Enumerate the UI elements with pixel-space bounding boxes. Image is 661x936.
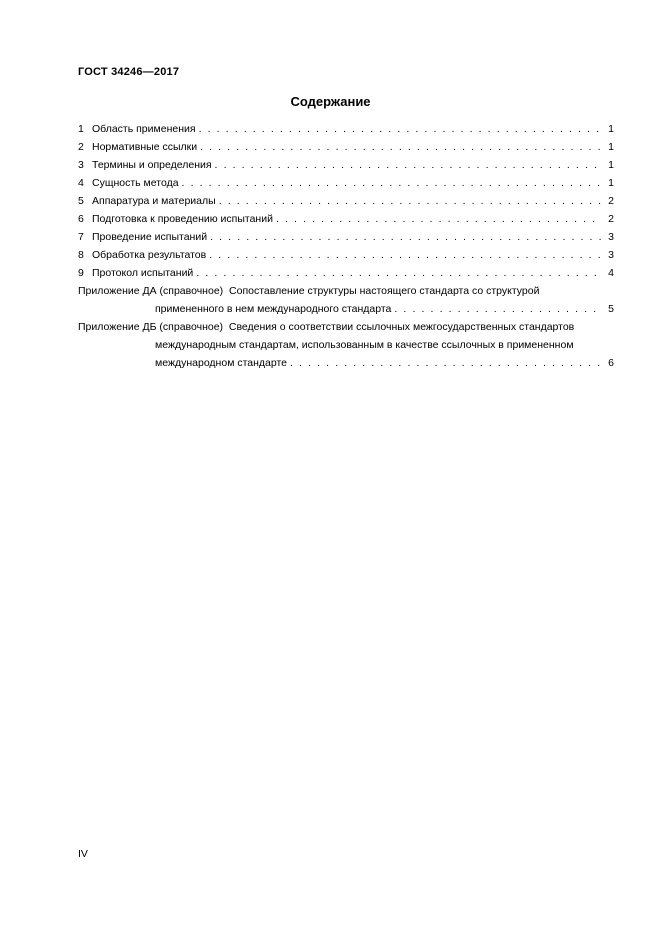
- toc-item-page: 1: [602, 138, 614, 156]
- toc-appendix-db[interactable]: [78, 318, 614, 372]
- toc-leader-dots: [276, 210, 602, 228]
- toc-item-number: 5: [78, 195, 84, 207]
- toc-item-page: 1: [602, 120, 614, 138]
- toc-item-6[interactable]: [78, 210, 614, 228]
- toc-item-number: 6: [78, 213, 84, 225]
- toc-item-label: Аппаратура и материалы: [92, 192, 219, 210]
- toc-item-1[interactable]: [78, 120, 614, 138]
- toc-item-number: 7: [78, 231, 84, 243]
- toc-item-page: 4: [602, 264, 614, 282]
- appendix-da-page: 5: [602, 300, 614, 318]
- document-header: ГОСТ 34246—2017: [78, 66, 180, 78]
- toc-appendix-da[interactable]: [78, 282, 614, 318]
- toc-item-label: Область применения: [92, 120, 199, 138]
- toc-item-label: Подготовка к проведению испытаний: [92, 210, 276, 228]
- toc-item-number: 3: [78, 159, 84, 171]
- toc-item-2[interactable]: [78, 138, 614, 156]
- toc-item-3[interactable]: [78, 156, 614, 174]
- toc-item-8[interactable]: [78, 246, 614, 264]
- toc-item-number: 4: [78, 177, 84, 189]
- toc-item-number: 1: [78, 123, 84, 135]
- toc-leader-dots: [196, 264, 602, 282]
- toc-item-page: 2: [602, 192, 614, 210]
- appendix-db-prefix: Приложение ДБ (справочное): [78, 321, 224, 333]
- toc-leader-dots: [219, 192, 602, 210]
- toc-item-9[interactable]: [78, 264, 614, 282]
- toc-item-number: 8: [78, 249, 84, 261]
- toc-item-label: Обработка результатов: [92, 246, 209, 264]
- toc-item-page: 1: [602, 174, 614, 192]
- toc-item-page: 3: [602, 228, 614, 246]
- appendix-db-title-line2: международным стандартам, использованным в качестве ссылочных в примененном: [155, 339, 574, 351]
- toc-leader-dots: [182, 174, 602, 192]
- toc-item-label: Сущность метода: [92, 174, 182, 192]
- toc-leader-dots: [210, 228, 602, 246]
- toc-leader-dots: [200, 138, 602, 156]
- toc-item-4[interactable]: [78, 174, 614, 192]
- toc-leader-dots: [199, 120, 602, 138]
- appendix-da-title-line2: примененного в нем международного стандарта: [155, 300, 394, 318]
- toc-item-page: 2: [602, 210, 614, 228]
- appendix-da-title-line1: Сопоставление структуры настоящего стандарта со структурой: [229, 285, 540, 297]
- toc-item-5[interactable]: [78, 192, 614, 210]
- toc-item-label: Проведение испытаний: [92, 228, 210, 246]
- appendix-db-title-line1: Сведения о соответствии ссылочных межгосударственных стандартов: [228, 321, 575, 333]
- toc-item-label: Протокол испытаний: [92, 264, 196, 282]
- appendix-da-prefix: Приложение ДА (справочное): [78, 285, 224, 297]
- toc-leader-dots: [290, 354, 602, 372]
- page-number: IV: [78, 848, 88, 860]
- toc-item-7[interactable]: [78, 228, 614, 246]
- toc-item-page: 1: [602, 156, 614, 174]
- appendix-db-page: 6: [602, 354, 614, 372]
- appendix-db-title-line3: международном стандарте: [155, 354, 290, 372]
- toc-item-label: Термины и определения: [92, 156, 215, 174]
- toc-item-label: Нормативные ссылки: [92, 138, 200, 156]
- page-title: Содержание: [290, 94, 371, 109]
- table-of-contents: [78, 120, 614, 372]
- toc-item-number: 9: [78, 267, 84, 279]
- toc-leader-dots: [215, 156, 602, 174]
- toc-leader-dots: [394, 300, 602, 318]
- toc-item-page: 3: [602, 246, 614, 264]
- toc-leader-dots: [209, 246, 602, 264]
- toc-item-number: 2: [78, 141, 84, 153]
